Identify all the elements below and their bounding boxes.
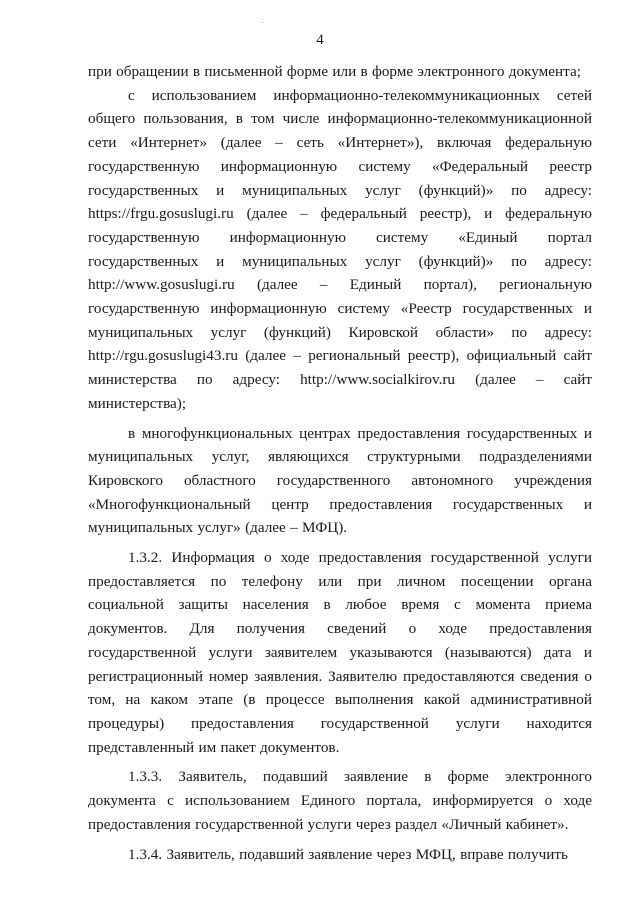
paragraph-mfc: в многофункциональных центрах предоставления государственных и муниципальных услуг, являющихся структурными подразделениями Кировского областного государственного автономного учреждения «Многофункциональный центр предоставления государственных и муниципальных услуг» (далее – МФЦ). — [88, 424, 592, 537]
body-text — [88, 60, 592, 866]
paragraph-1-3-2: 1.3.2. Информация о ходе предоставления государственной услуги предоставляется по телефону или при личном посещении органа социальной защиты населения в любое время с момента приема документов. Для получения сведений о ходе предоставления государственной услуги заявителем указываются (называются) дата и регистрационный номер заявления. Заявителю предоставляются сведения о том, на каком этапе (в процессе выполнения какой административной процедуры) предоставления государственной услуги находится представленный им пакет документов. — [88, 549, 592, 756]
page-number: 4 — [316, 32, 324, 48]
paragraph-1-3-3: 1.3.3. Заявитель, подавший заявление в форме электронного документа с использованием Единого портала, информируется о ходе предоставления государственной услуги через раздел «Личный кабинет». — [88, 768, 592, 833]
paragraph-written-form: при обращении в письменной форме или в форме электронного документа; — [88, 63, 581, 80]
paragraph-1-3-4: 1.3.4. Заявитель, подавший заявление через МФЦ, вправе получить — [128, 845, 568, 863]
paragraph-internet-networks: с использованием информационно-телекоммуникационных сетей общего пользования, в том числе информационно-телекоммуникационной сети «Интернет» (далее – сеть «Интернет»), включая федеральную государственную информационную систему «Федеральный реестр государственных и муниципальных услуг (функций)» по адресу: https://frgu.gosuslugi.ru (далее – федеральный реестр), и федеральную государственную информационную систему «Единый портал государственных и муниципальных услуг (функций)» по адресу: http://www.gosuslugi.ru (далее – Единый портал), региональную государственную информационную систему «Реестр государственных и муниципальных услуг (функций) Кировской области» по адресу: http://rgu.gosuslugi43.ru (далее – региональный реестр), официальный сайт министерства по адресу: http://www.socialkirov.ru (далее – сайт министерства); — [88, 86, 592, 412]
scan-artifact — [262, 22, 263, 23]
